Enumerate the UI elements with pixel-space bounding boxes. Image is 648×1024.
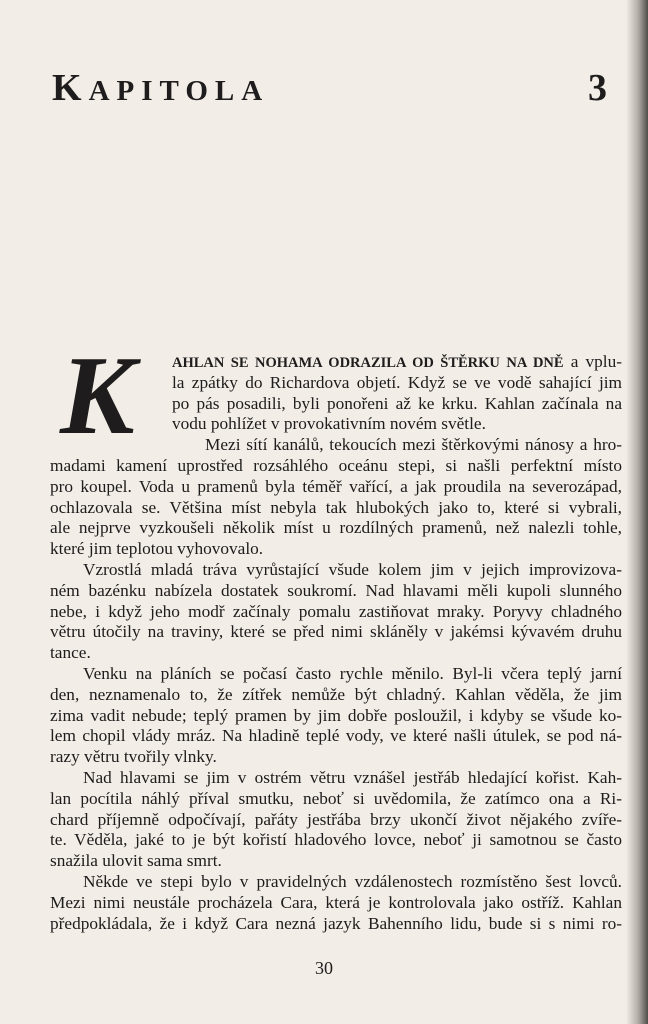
text-line: ale nejprve vyzkoušeli několik míst u rozdílných pramenů, než nalezli tohle, bbox=[50, 518, 622, 538]
text-line: po pás posadili, byli ponořeni až ke krku. Kahlan začínala na bbox=[172, 393, 622, 413]
text-line: den, neznamenalo to, že zítřek nemůže být chladný. Kahlan věděla, že jim bbox=[50, 684, 622, 704]
chapter-heading-rest: APITOLA bbox=[88, 75, 270, 107]
text-line: ochlazovala se. Většina míst nebyla tak hlubokých jako to, které si vybrali, bbox=[50, 497, 622, 517]
text-line: te. Věděla, jaké to je být kořistí hladového lovce, neboť ji samotnou se často bbox=[50, 830, 622, 850]
text-line: Mezi nimi neustále procházela Cara, která je kontrolovala jako ostříž. Kahlan bbox=[50, 892, 622, 912]
chapter-heading-initial: K bbox=[52, 67, 89, 109]
text-line: ném bazénku nabízela dostatek soukromí. Nad hlavami měli kupoli slunného bbox=[50, 580, 622, 600]
text-line: předpokládala, že i když Cara nezná jazyk Bahenního lidu, bude si s nimi ro- bbox=[50, 913, 622, 933]
chapter-heading bbox=[52, 66, 269, 110]
text-line: chard příjemně odpočívají, pařáty jestřába brzy ukončí život nějakého zvíře- bbox=[50, 809, 622, 829]
text-line: Venku na pláních se počasí často rychle měnilo. Byl-li včera teplý jarní bbox=[83, 663, 622, 683]
text-line: pro koupel. Voda u pramenů byla téměř vařící, a jak proudila na severozápad, bbox=[50, 476, 622, 496]
text-line: lan pocítila náhlý příval smutku, neboť si uvědomila, že zatímco ona a Ri- bbox=[50, 788, 622, 808]
text-line: Někde ve stepi bylo v pravidelných vzdálenostech rozmístěno šest lovců. bbox=[83, 871, 622, 891]
text-line: Vzrostlá mladá tráva vyrůstající všude kolem jim v jejich improvizova- bbox=[83, 559, 622, 579]
drop-cap: K bbox=[60, 334, 135, 458]
text-line: razy větru tvořily vlnky. bbox=[50, 747, 217, 767]
text-line: Mezi sítí kanálů, tekoucích mezi štěrkovými nánosy a hro- bbox=[205, 435, 622, 455]
chapter-number: 3 bbox=[588, 67, 607, 109]
text-line: vodu pohlížet v provokativním novém světle. bbox=[172, 414, 486, 434]
text-line: lem chopil vlády mráz. Na hladině teplé vody, ve které našli útulek, se pod ná- bbox=[50, 726, 622, 746]
page-edge-shadow bbox=[626, 0, 648, 1024]
body-text bbox=[50, 352, 622, 934]
text-line: la zpátky do Richardova objetí. Když se ve vodě sahající jim bbox=[172, 372, 622, 392]
text-line: zima vadit nebude; teplý pramen by jim dobře posloužil, i kdyby se všude ko- bbox=[50, 705, 622, 725]
lead-in: AHLAN SE NOHAMA ODRAZILA OD ŠTĚRKU NA DNĚ bbox=[172, 355, 564, 371]
page-number: 30 bbox=[315, 958, 333, 978]
text-line: které jim teplotou vyhovovalo. bbox=[50, 539, 264, 559]
text-line: madami kamení uprostřed rozsáhlého oceánu stepi, si našli perfektní místo bbox=[50, 455, 622, 475]
text-line: větru útočily na traviny, které se před nimi skláněly v jakémsi kývavém druhu bbox=[50, 622, 622, 642]
text-line bbox=[172, 352, 622, 373]
text-line: nebe, i když jeho modř začínaly pomalu zastiňovat mraky. Poryvy chladného bbox=[50, 601, 622, 621]
text-line: Nad hlavami se jim v ostrém větru vznášel jestřáb hledající kořist. Kah- bbox=[83, 767, 622, 787]
text-line: snažila ulovit sama smrt. bbox=[50, 851, 222, 871]
text-fragment: a vplu- bbox=[563, 352, 622, 371]
text-line: tance. bbox=[50, 643, 91, 663]
